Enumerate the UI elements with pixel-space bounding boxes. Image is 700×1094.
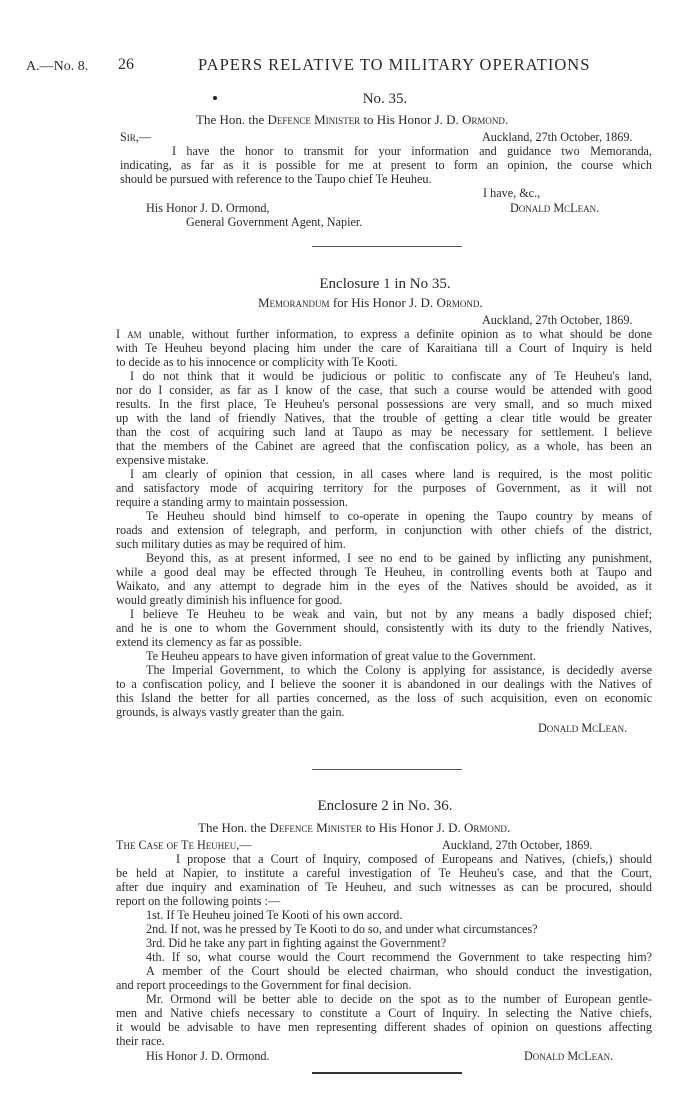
body-line: be held at Napier, to institute a careful investigation of Te Heuheu's case, and that the Court,	[116, 866, 652, 880]
section-divider	[312, 769, 462, 770]
body-line: after due inquiry and examination of Te Heuheu, and such witnesses as can be procured, should	[116, 880, 652, 894]
salutation: Sir,—	[120, 130, 152, 144]
body-line: their race.	[116, 1034, 165, 1048]
body-line: and he is one to whom the Government should, consistently with its duty to the friendly Natives,	[116, 621, 652, 635]
enclosure-heading	[198, 821, 510, 836]
body-line: to a confiscation policy, and I believe the sooner it is abandoned in our dealings with the Natives of	[116, 677, 652, 691]
body-line: and report proceedings to the Government for final decision.	[116, 978, 412, 992]
body-line: would greatly diminish his influence for good.	[116, 593, 343, 607]
heading-ormond: Ormond	[462, 112, 505, 127]
heading-part: .	[506, 820, 511, 835]
body-line: extend its clemency as far as possible.	[116, 635, 302, 649]
body-line: with Te Heuheu beyond placing him under the care of Karaitiana till a Court of Inquiry is held	[116, 341, 652, 355]
body-line: this Island the better for all parties concerned, as the loss of such acquisition, even on economic	[116, 691, 652, 705]
heading-minister: Defence Minister	[269, 820, 363, 835]
body-line: while a good deal may be effected through Te Heuheu, in controlling events both at Taupo and	[116, 565, 652, 579]
section-divider	[312, 246, 462, 247]
body-line: report on the following points :—	[116, 894, 281, 908]
addressee-title: General Government Agent, Napier.	[186, 215, 363, 229]
case-heading	[116, 838, 252, 853]
first-word: I am	[116, 327, 142, 341]
closing: I have, &c.,	[483, 186, 541, 200]
body-line: and satisfactory mode of acquiring territory for the purposes of Government, as it will not	[116, 481, 652, 495]
addressee: His Honor J. D. Ormond.	[146, 1049, 270, 1063]
body-line: A member of the Court should be elected chairman, who should conduct the investigation,	[146, 964, 652, 978]
body-line: Mr. Ormond will be better able to decide on the spot as to the number of European gentle-	[146, 992, 652, 1006]
body-line	[116, 327, 652, 342]
addressee: His Honor J. D. Ormond,	[146, 201, 270, 215]
heading-part: to His Honor J. D.	[360, 112, 463, 127]
body-line: results. In the first place, Te Heuheu's personal possessions are very small, and so much mixed	[116, 397, 652, 411]
letter-number: No. 35.	[362, 91, 408, 107]
heading-part: to His Honor J. D.	[362, 820, 465, 835]
body-line: Beyond this, as at present informed, I see no end to be gained by inflicting any punishment,	[146, 551, 652, 565]
signature: Donald McLean.	[524, 1049, 614, 1063]
signature: Donald McLean.	[510, 201, 600, 215]
body-line: than the cost of acquiring such land at Taupo as may be necessary for settlement. I believe	[116, 425, 652, 439]
end-rule	[312, 1072, 462, 1074]
running-title: PAPERS RELATIVE TO MILITARY OPERATIONS	[198, 55, 591, 74]
document-code: A.—No. 8.	[26, 59, 89, 74]
place-date: Auckland, 27th October, 1869.	[482, 313, 633, 327]
body-line: Te Heuheu should bind himself to co-operate in opening the Taupo country by means of	[146, 509, 652, 523]
heading-part: The Hon. the	[196, 112, 268, 127]
body-line: The Imperial Government, to which the Colony is applying for assistance, is decidedly averse	[146, 663, 652, 677]
heading-part: The Hon. the	[198, 820, 270, 835]
list-item: 3rd. Did he take any part in fighting against the Government?	[146, 936, 447, 950]
heading-part: .	[479, 295, 483, 310]
body-line: should be pursued with reference to the Taupo chief Te Heuheu.	[120, 172, 432, 186]
list-item: 2nd. If not, was he pressed by Te Kooti to do so, and under what circumstances?	[146, 922, 538, 936]
body-line: I do not think that it would be judicious or politic to confiscate any of Te Heuheu's land,	[130, 369, 652, 383]
body-line: to decide as to his innocence or complicity with Te Kooti.	[116, 355, 398, 369]
heading-part: .	[504, 112, 509, 127]
body-line: I propose that a Court of Inquiry, composed of Europeans and Natives, (chiefs,) should	[176, 852, 652, 866]
list-item: 1st. If Te Heuheu joined Te Kooti of his own accord.	[146, 908, 403, 922]
body-line: roads and extension of telegraph, and perform, in conjunction with other chiefs of the district,	[116, 523, 652, 537]
memorandum-label: Memorandum	[258, 295, 330, 310]
body-line: Te Heuheu appears to have given information of great value to the Government.	[146, 649, 537, 663]
heading-minister: Defence Minister	[267, 112, 361, 127]
body-line: grounds, is always vastly greater than the gain.	[116, 705, 345, 719]
line-text: unable, without further information, to express a definite opinion as to what should be done	[141, 327, 652, 341]
case-title: The Case of Te Heuheu	[116, 838, 237, 852]
heading-part: for His Honor J. D.	[329, 295, 437, 310]
body-line: Waikato, and any attempt to degrade him in the eyes of the Natives should be avoided, as it	[116, 579, 652, 593]
place-date: Auckland, 27th October, 1869.	[442, 838, 593, 852]
letter-heading	[196, 113, 508, 128]
body-line: expensive mistake.	[116, 453, 209, 467]
body-line: that the members of the Cabinet are agreed that the confiscation policy, as a whole, has been an	[116, 439, 652, 453]
body-line: require a standing army to maintain possession.	[116, 495, 348, 509]
body-line: nor do I consider, as far as I know of the case, that such a course would be attended with good	[116, 383, 652, 397]
body-line: it would be advisable to have men representing different shades of opinion on questions affecting	[116, 1020, 652, 1034]
body-line: such military duties as may be required of him.	[116, 537, 346, 551]
heading-part: ,—	[236, 838, 252, 852]
body-line: I believe Te Heuheu to be weak and vain, but not by any means a badly disposed chief;	[130, 607, 652, 621]
body-line: I have the honor to transmit for your information and guidance two Memoranda,	[172, 144, 652, 158]
enclosure-title: Enclosure 1 in No 35.	[319, 276, 451, 292]
list-item: 4th. If so, what course would the Court recommend the Government to take respecting him?	[146, 950, 652, 964]
body-line: up with the land of friendly Natives, that the trouble of getting a clear title would be greater	[116, 411, 652, 425]
body-line: I am clearly of opinion that cession, in all cases where land is required, is the most politic	[130, 467, 652, 481]
body-line: indicating, as far as it is possible for me at present to form an opinion, the course which	[120, 158, 652, 172]
body-line: men and Native chiefs necessary to constitute a Court of Inquiry. In selecting the Native chiefs,	[116, 1006, 652, 1020]
heading-ormond: Ormond	[436, 295, 480, 310]
place-date: Auckland, 27th October, 1869.	[482, 130, 633, 144]
heading-ormond: Ormond	[464, 820, 507, 835]
page-number: 26	[118, 56, 134, 73]
memorandum-heading	[258, 296, 483, 311]
signature: Donald McLean.	[538, 721, 628, 735]
enclosure-title: Enclosure 2 in No. 36.	[317, 798, 453, 814]
